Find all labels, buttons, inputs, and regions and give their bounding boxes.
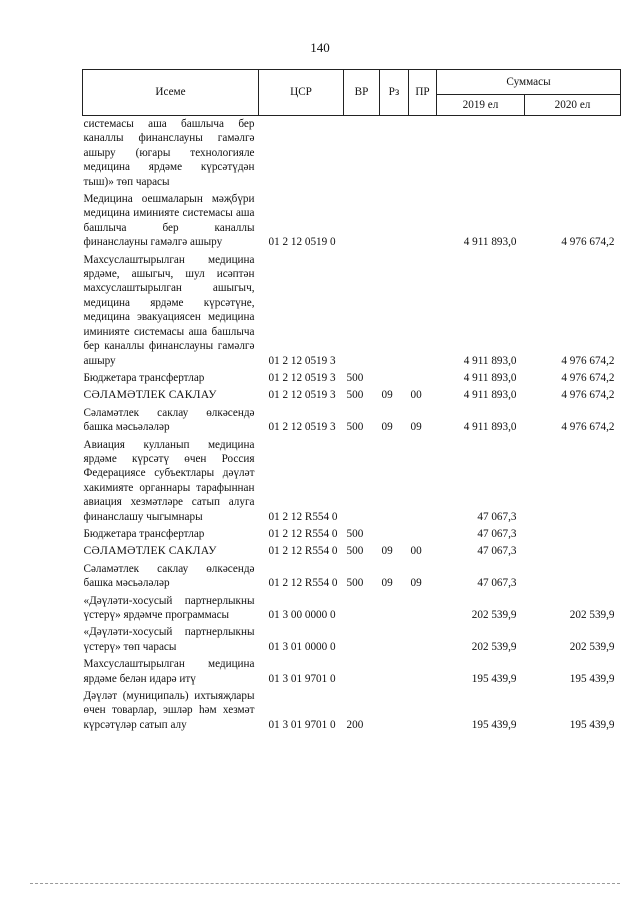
row-name: СӘЛАМӘТЛЕК САКЛАУ (83, 388, 217, 402)
row-sum-2019: 195 439,9 (471, 672, 517, 685)
table-header (83, 70, 621, 116)
row-pr-code (409, 437, 437, 526)
row-sum-2019: 4 911 893,0 (463, 389, 517, 402)
row-name: Махсуслаштырылган медицина ярдәме, ашыгыч, шул исәптән махсуслаштырылган ашыгыч, медицина ярдәме күрсәтүне, медицина эвакуациясен медицина иминияте системасы аша башлыча бер каналлы финанслауны гамәлгә ашыру (83, 253, 255, 367)
row-name: Медицина оешмаларын мәҗбүри медицина иминияте системасы аша башлыча бер каналлы финанслауны гамәлгә ашыру (83, 193, 255, 249)
row-rz-code (380, 593, 409, 625)
row-pr-code (409, 191, 437, 252)
row-sum-2020: 195 439,9 (569, 718, 615, 731)
row-vr-code: 500 (346, 389, 364, 402)
table-row (83, 252, 621, 370)
row-vr-code (344, 116, 380, 192)
row-sum-2019: 47 067,3 (477, 510, 517, 523)
row-pr-code: 00 (410, 389, 422, 402)
table-row (83, 543, 621, 560)
row-sum-2020 (525, 561, 621, 593)
row-sum-2020 (525, 543, 621, 560)
row-sum-2020: 195 439,9 (569, 672, 615, 685)
row-sum-2020: 202 539,9 (569, 609, 615, 621)
row-csr-code: 01 2 12 R554 0 (268, 510, 338, 523)
row-vr-code (344, 437, 380, 526)
row-vr-code: 500 (346, 421, 364, 434)
row-sum-2020: 4 976 674,2 (561, 421, 615, 434)
row-rz-code (380, 526, 409, 543)
row-name: Бюджетара трансфертлар (83, 527, 205, 540)
row-sum-2020: 4 976 674,2 (561, 389, 615, 402)
row-rz-code (380, 370, 409, 387)
row-csr-code: 01 3 01 0000 0 (268, 640, 336, 653)
row-sum-2020 (525, 526, 621, 543)
row-vr-code (344, 624, 380, 656)
table-row (83, 370, 621, 387)
row-sum-2020: 4 976 674,2 (561, 236, 615, 249)
page-number: 140 (310, 40, 330, 55)
row-sum-2019: 195 439,9 (471, 718, 517, 731)
table-row (83, 624, 621, 656)
row-vr-code: 500 (346, 371, 364, 384)
row-sum-2019: 4 911 893,0 (463, 371, 517, 384)
row-name: Сәламәтлек саклау өлкәсендә башка мәсьәләләр (83, 562, 255, 590)
table-row (83, 191, 621, 252)
header-year-2019: 2019 ел (437, 95, 525, 116)
row-csr-code: 01 3 01 9701 0 (268, 718, 336, 731)
row-rz-code (380, 656, 409, 688)
budget-table (82, 69, 621, 734)
row-sum-2019: 202 539,9 (471, 609, 517, 621)
row-sum-2019 (437, 116, 525, 192)
page-bottom-divider (30, 883, 620, 884)
row-sum-2020 (525, 437, 621, 526)
row-pr-code (409, 593, 437, 625)
row-rz-code (380, 688, 409, 734)
row-sum-2020: 202 539,9 (569, 640, 615, 653)
row-pr-code (409, 526, 437, 543)
row-name: Сәламәтлек саклау өлкәсендә башка мәсьәләләр (83, 406, 255, 434)
budget-table-wrapper (82, 69, 620, 734)
row-name: Бюджетара трансфертлар (83, 371, 205, 384)
header-vr: ВР (344, 70, 380, 116)
row-pr-code (409, 252, 437, 370)
table-row (83, 116, 621, 192)
row-rz-code: 09 (381, 389, 393, 402)
row-name: Махсуслаштырылган медицина ярдәме белән идарә итү (83, 658, 255, 685)
row-rz-code (380, 252, 409, 370)
row-vr-code (344, 252, 380, 370)
row-vr-code: 200 (346, 718, 364, 731)
table-row (83, 437, 621, 526)
row-csr-code: 01 2 12 R554 0 (268, 545, 338, 558)
row-sum-2019: 47 067,3 (477, 527, 517, 540)
row-pr-code: 00 (410, 545, 422, 558)
row-name: «Дәүләти-хосусый партнерлыкны үстерү» ярдәмче программасы (83, 594, 255, 621)
table-row (83, 593, 621, 625)
row-pr-code: 09 (410, 577, 422, 590)
row-vr-code: 500 (346, 527, 364, 540)
row-csr-code: 01 3 00 0000 0 (268, 609, 336, 621)
row-rz-code: 09 (381, 421, 393, 434)
header-name: Исеме (83, 70, 259, 116)
row-csr-code: 01 2 12 0519 0 (268, 236, 336, 249)
row-csr-code: 01 2 12 0519 3 (268, 354, 336, 367)
table-row (83, 656, 621, 688)
row-sum-2019: 4 911 893,0 (463, 236, 517, 249)
header-csr: ЦСР (259, 70, 344, 116)
table-row (83, 526, 621, 543)
header-pr: ПР (409, 70, 437, 116)
header-rz: Рз (380, 70, 409, 116)
row-name: «Дәүләти-хосусый партнерлыкны үстерү» төп чарасы (83, 626, 255, 653)
table-row (83, 561, 621, 593)
row-csr-code: 01 2 12 0519 3 (268, 421, 336, 434)
row-pr-code (409, 116, 437, 192)
row-csr-code: 01 2 12 R554 0 (268, 577, 338, 590)
row-pr-code (409, 624, 437, 656)
row-sum-2020 (525, 116, 621, 192)
row-rz-code (380, 624, 409, 656)
row-vr-code (344, 593, 380, 625)
header-sums: Суммасы (437, 70, 621, 95)
row-csr-code: 01 3 01 9701 0 (268, 672, 336, 685)
row-vr-code: 500 (346, 545, 364, 558)
row-pr-code: 09 (410, 421, 422, 434)
row-pr-code (409, 688, 437, 734)
row-pr-code (409, 370, 437, 387)
row-sum-2020: 4 976 674,2 (561, 371, 615, 384)
row-name: Дәүләт (муниципаль) ихтыяҗлары өчен товарлар, эшләр һәм хезмәт күрсәтүләр сатып алу (83, 690, 255, 731)
row-sum-2019: 4 911 893,0 (463, 354, 517, 367)
row-rz-code (380, 191, 409, 252)
row-vr-code (344, 191, 380, 252)
row-rz-code (380, 437, 409, 526)
header-year-2020: 2020 ел (525, 95, 621, 116)
row-name: Авиация кулланып медицина ярдәме күрсәтү өчен Россия Федерациясе субъектлары дәүләт хакимияте органнары тарафыннан авиация хезмәтләре сатып алуга финанслашу чыгымнары (83, 438, 255, 523)
table-row (83, 688, 621, 734)
row-rz-code (380, 116, 409, 192)
row-vr-code: 500 (346, 577, 364, 590)
row-csr-code: 01 2 12 0519 3 (268, 389, 336, 402)
table-row (83, 405, 621, 437)
table-body (83, 116, 621, 735)
table-row (83, 387, 621, 404)
row-csr-code: 01 2 12 R554 0 (268, 527, 338, 540)
row-pr-code (409, 656, 437, 688)
row-csr-code: 01 2 12 0519 3 (268, 371, 336, 384)
row-name: СӘЛАМӘТЛЕК САКЛАУ (83, 544, 217, 558)
row-sum-2019: 4 911 893,0 (463, 421, 517, 434)
row-csr-code (259, 116, 344, 192)
row-sum-2019: 47 067,3 (477, 545, 517, 558)
row-rz-code: 09 (381, 577, 393, 590)
row-sum-2020: 4 976 674,2 (561, 354, 615, 367)
row-sum-2019: 47 067,3 (477, 577, 517, 590)
row-vr-code (344, 656, 380, 688)
row-rz-code: 09 (381, 545, 393, 558)
row-name: системасы аша башлыча бер каналлы финанслауны гамәлгә ашыру (югары технологияле медицина ярдәме күрсәтүдән тыш)» төп чарасы (83, 118, 255, 188)
row-sum-2019: 202 539,9 (471, 640, 517, 653)
